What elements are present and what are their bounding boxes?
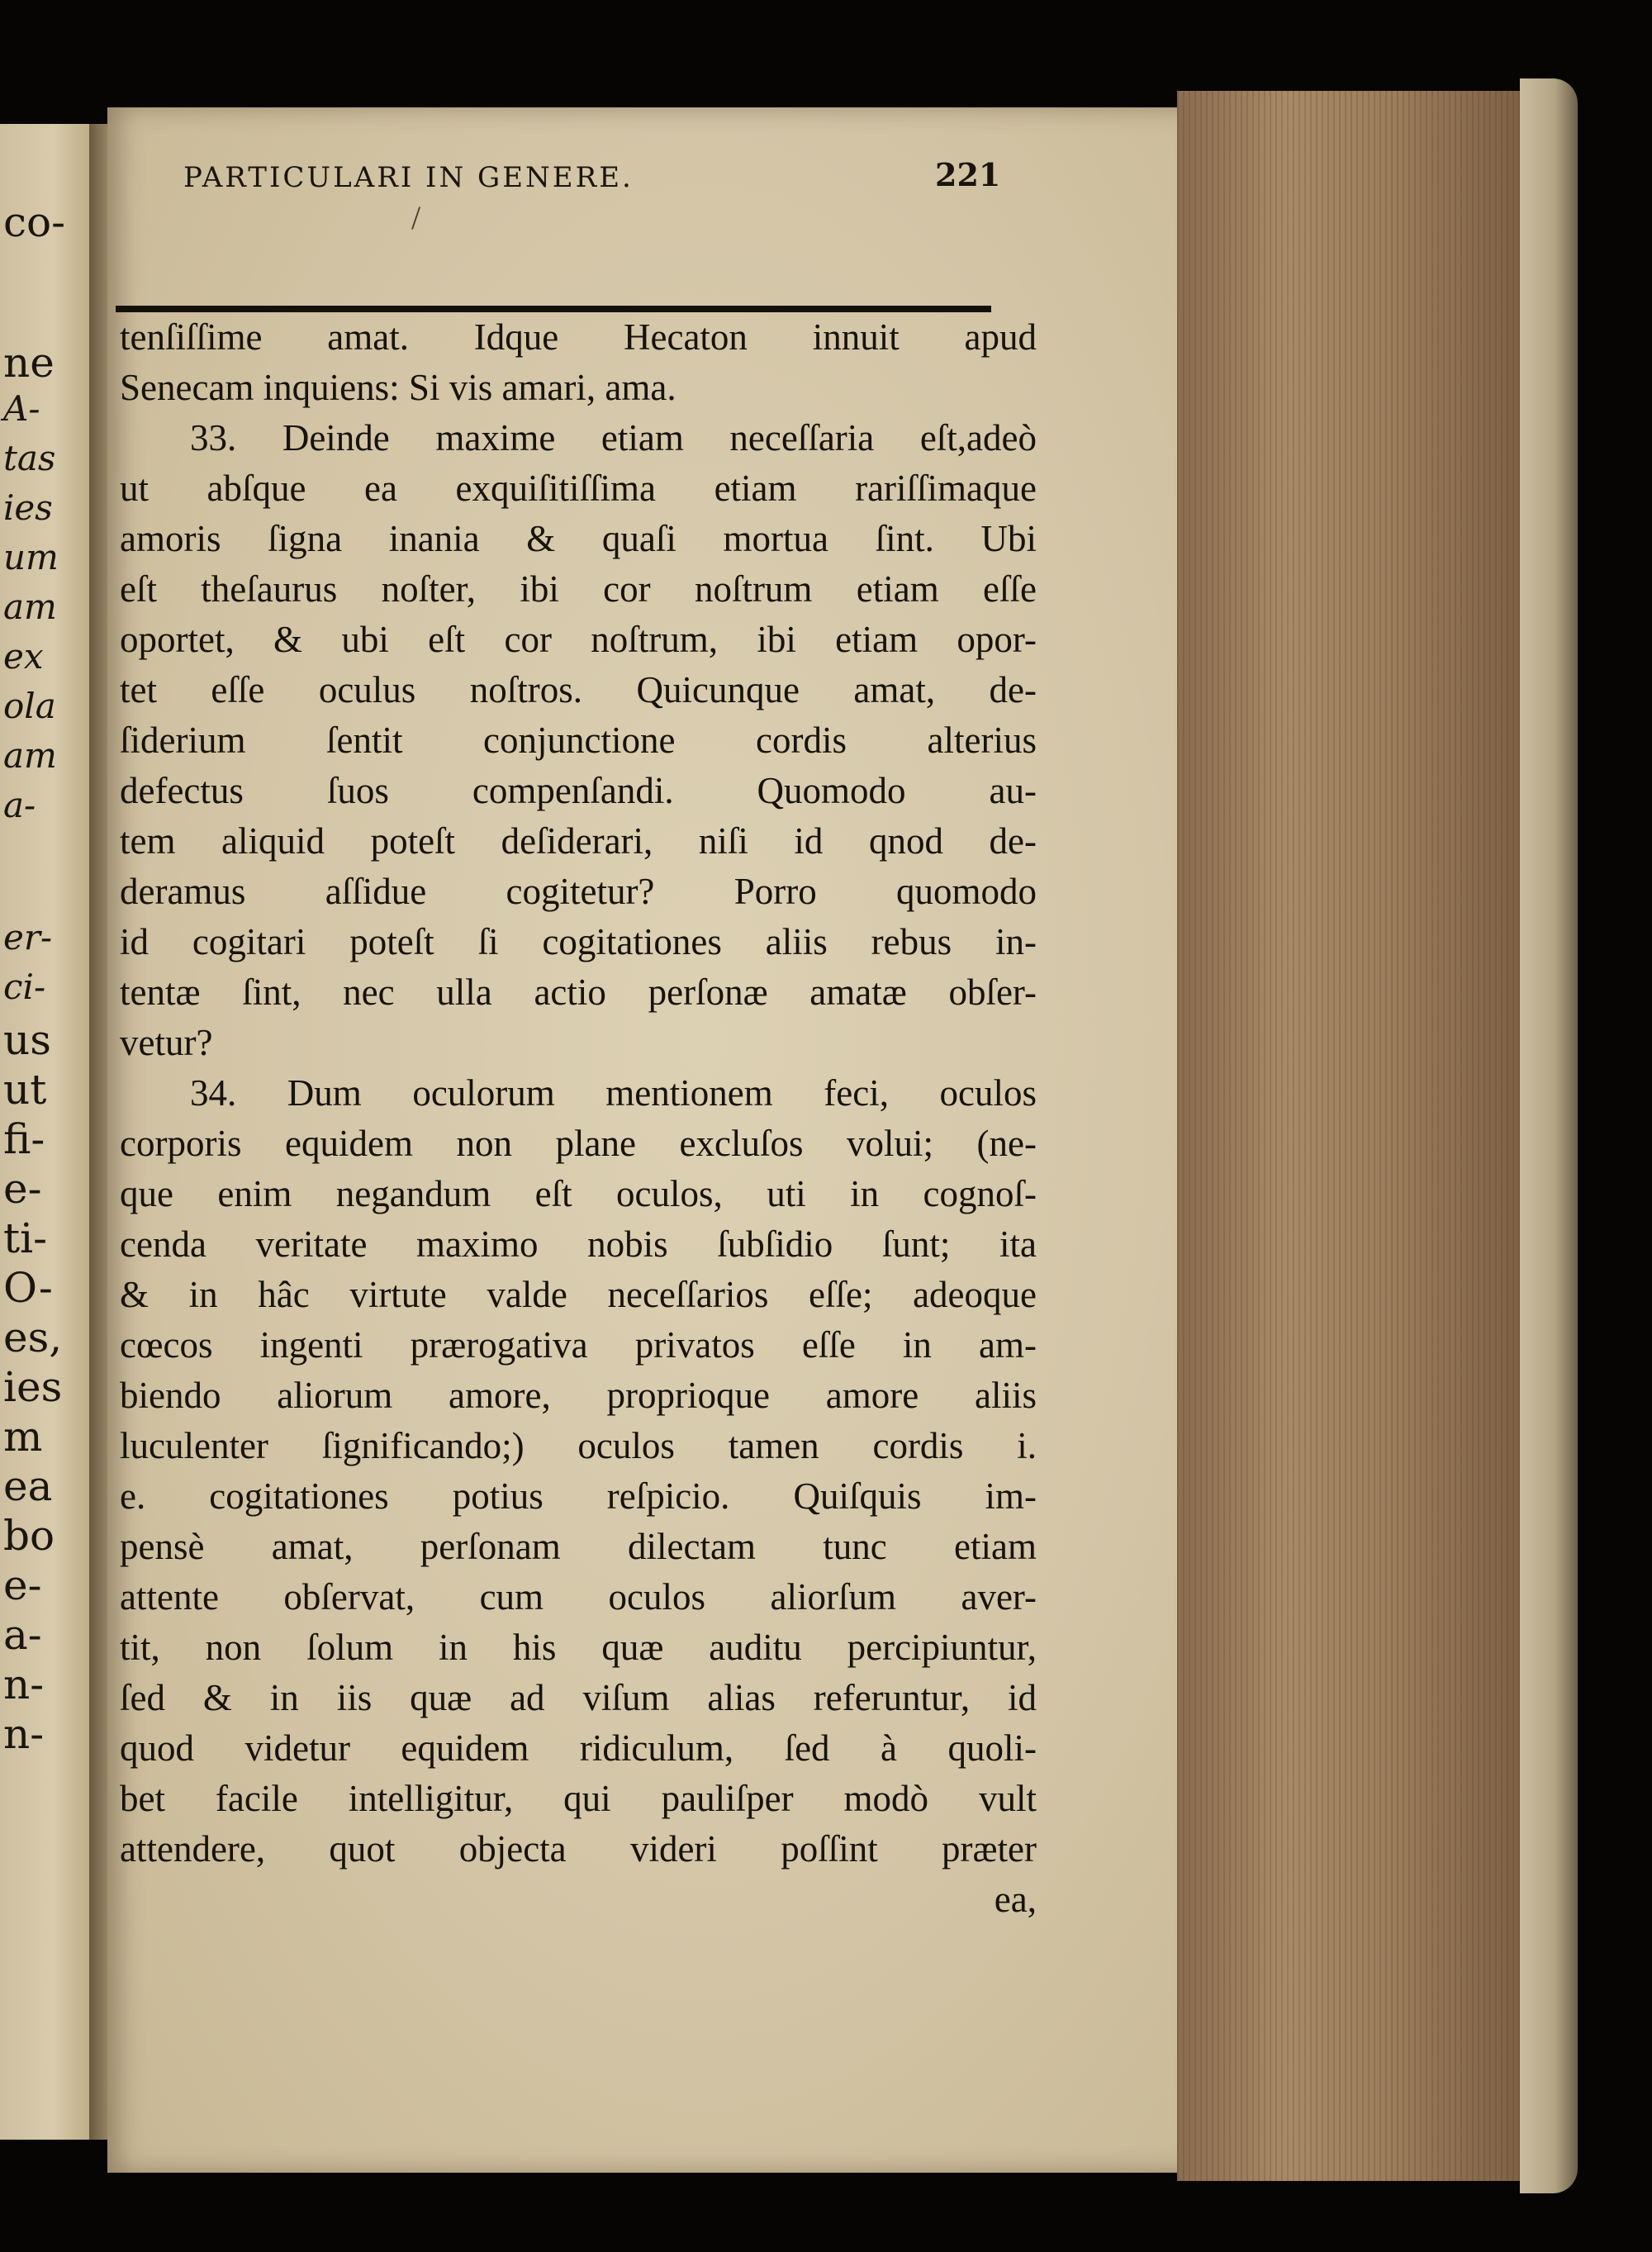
left-page-fragment: er- [3, 917, 53, 957]
left-page-fragment: e- [3, 1561, 42, 1609]
left-page-fragment: ci- [3, 967, 46, 1007]
running-head-title: PARTICULARI IN GENERE. [183, 161, 634, 194]
catchword: ea, [994, 1879, 1037, 1920]
left-page-fragment: fi- [3, 1115, 45, 1163]
text-line: deramus aſſidue cogitetur? Porro quomodo [120, 871, 1037, 912]
left-page-fragment: a- [3, 1611, 42, 1659]
running-head [183, 156, 1051, 211]
header-rule [116, 306, 991, 312]
text-line: corporis equidem non plane excluſos volui; (ne- [120, 1123, 1037, 1164]
text-line: tit, non ſolum in his quæ auditu percipiuntur, [120, 1627, 1037, 1668]
left-page-fragment: ut [3, 1066, 47, 1114]
left-page-fragment: ne [3, 339, 55, 387]
left-page-fragment: ex [3, 636, 44, 677]
text-line: ſed & in iis quæ ad viſum alias referuntur, id [120, 1677, 1037, 1718]
left-page-fragment: ea [3, 1462, 53, 1510]
text-line: bet facile intelligitur, qui pauliſper modò vult [120, 1778, 1037, 1819]
text-line: oportet, & ubi eſt cor noſtrum, ibi etiam opor- [120, 619, 1037, 660]
page-number: 221 [935, 156, 1001, 193]
page-block-edge [1177, 91, 1540, 2181]
left-page-fragment: n- [3, 1710, 45, 1758]
left-page-fragment: a- [3, 785, 36, 825]
text-line: 33. Deinde maxime etiam neceſſaria eſt,adeò [190, 417, 1037, 458]
text-line: vetur? [120, 1022, 213, 1063]
left-page-fragment: n- [3, 1660, 45, 1708]
left-page-edge [0, 124, 94, 2140]
text-line: ſiderium ſentit conjunctione cordis alterius [120, 720, 1037, 761]
left-page-fragment: es, [3, 1314, 63, 1361]
text-line: tenſiſſime amat. Idque Hecaton innuit apud [120, 316, 1037, 358]
text-line: pensè amat, perſonam dilectam tunc etiam [120, 1526, 1037, 1567]
left-page-fragment: am [3, 735, 57, 776]
text-line: luculenter ſignificando;) oculos tamen cordis i. [120, 1425, 1037, 1466]
left-page-fragment: co- [3, 198, 65, 246]
text-line: attendere, quot objecta videri poſſint præter [120, 1828, 1037, 1870]
left-page-fragment: tas [3, 438, 56, 478]
text-line: ut abſque ea exquiſitiſſima etiam rariſſimaque [120, 468, 1037, 509]
text-line: que enim negandum eſt oculos, uti in cognoſ- [120, 1173, 1037, 1214]
left-page-fragment: A- [3, 388, 40, 429]
text-line: tentæ ſint, nec ulla actio perſonæ amatæ obſer- [120, 972, 1037, 1013]
body-text [120, 312, 1037, 1925]
text-line: attente obſervat, cum oculos aliorſum aver- [120, 1576, 1037, 1618]
text-line: defectus ſuos compenſandi. Quomodo au- [120, 770, 1037, 811]
left-page-fragment: bo [3, 1512, 55, 1560]
text-line: 34. Dum oculorum mentionem feci, oculos [190, 1072, 1037, 1114]
text-line: amoris ſigna inania & quaſi mortua ſint. Ubi [120, 518, 1037, 559]
left-page-fragment: ola [3, 686, 56, 726]
text-line: eſt theſaurus noſter, ibi cor noſtrum etiam eſſe [120, 568, 1037, 610]
left-page-fragment: ies [3, 1363, 63, 1411]
left-page-fragment: am [3, 587, 57, 627]
left-page-fragment: O- [3, 1264, 53, 1312]
left-page-fragment: m [3, 1413, 43, 1461]
text-line: cenda veritate maximo nobis ſubſidio ſunt; ita [120, 1223, 1037, 1265]
text-line: tem aliquid poteſt deſiderari, niſi id qnod de- [120, 820, 1037, 862]
text-line: Senecam inquiens: Si vis amari, ama. [120, 367, 676, 408]
text-line: cœcos ingenti prærogativa privatos eſſe in am- [120, 1324, 1037, 1366]
text-line: tet eſſe oculus noſtros. Quicunque amat, de- [120, 669, 1037, 710]
left-page-fragment: um [3, 537, 59, 577]
left-page-fragment: e- [3, 1165, 42, 1213]
text-line: e. cogitationes potius reſpicio. Quiſquis im- [120, 1475, 1037, 1517]
stray-mark: / [411, 199, 421, 236]
text-line: & in hâc virtute valde neceſſarios eſſe; adeoque [120, 1274, 1037, 1315]
text-line: id cogitari poteſt ſi cogitationes aliis rebus in- [120, 921, 1037, 962]
left-page-fragment: ies [3, 487, 53, 528]
book-cover-edge [1520, 78, 1578, 2193]
text-line: biendo aliorum amore, proprioque amore aliis [120, 1375, 1037, 1416]
text-line: quod videtur equidem ridiculum, ſed à quoli- [120, 1727, 1037, 1769]
left-page-fragment: ti- [3, 1214, 47, 1262]
left-page-fragment: us [3, 1016, 51, 1064]
